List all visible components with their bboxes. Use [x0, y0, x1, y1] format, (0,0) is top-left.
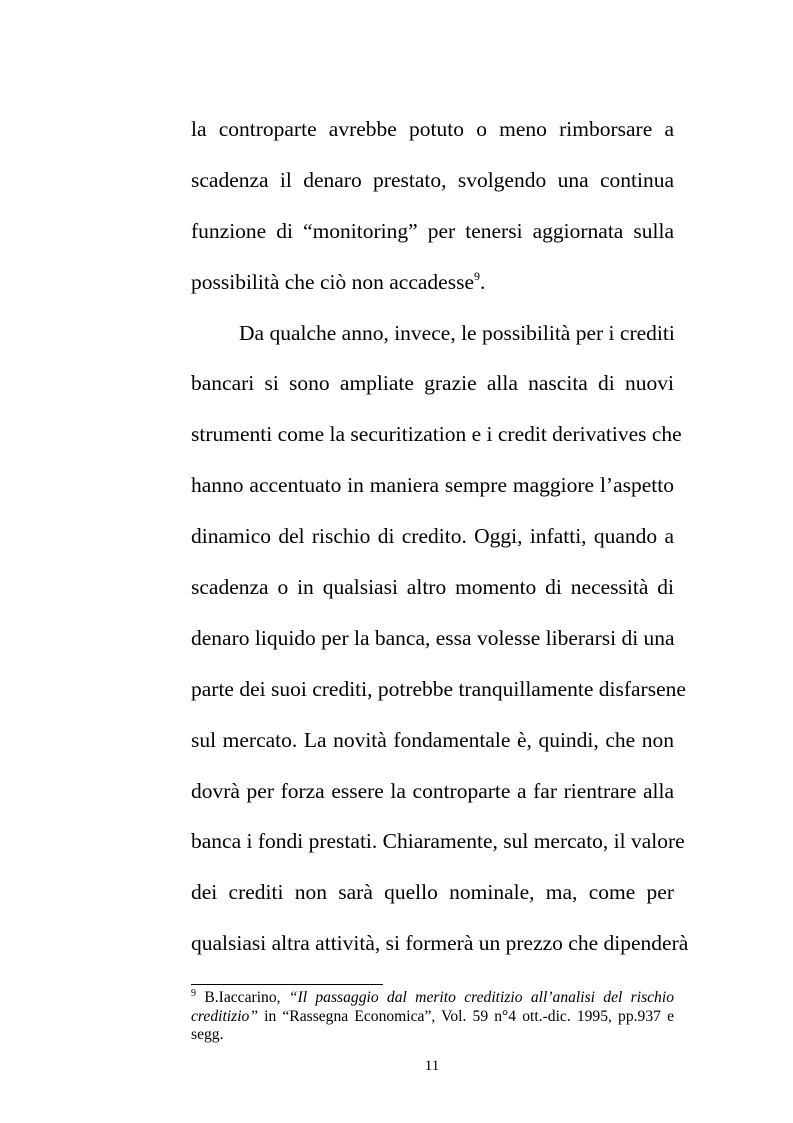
footnote-line — [191, 989, 674, 1008]
text-line: hanno accentuato in maniera sempre maggiore l’aspetto — [191, 473, 674, 498]
text-line: banca i fondi prestati. Chiaramente, sul mercato, il valore — [191, 829, 685, 854]
footnote-line — [191, 1008, 674, 1027]
text-line: scadenza il denaro prestato, svolgendo una continua — [191, 167, 674, 192]
footnote-separator — [191, 984, 383, 985]
page-number: 11 — [424, 1058, 440, 1074]
text-line: la controparte avrebbe potuto o meno rimborsare a — [191, 117, 674, 141]
footnote-reference[interactable]: 9 — [474, 268, 480, 283]
text-line: funzione di “monitoring” per tenersi aggiornata sulla — [191, 218, 674, 243]
footnote-author: B.Iaccarino, — [196, 989, 289, 1006]
body-text — [191, 104, 689, 969]
text-line: parte dei suoi crediti, potrebbe tranquillamente disfarsene — [191, 676, 686, 701]
text-line: possibilità che ciò non accadesse — [191, 269, 474, 294]
footnote-number: 9 — [191, 988, 196, 999]
text-line: dei crediti non sarà quello nominale, ma, come per — [191, 880, 674, 905]
text-line: scadenza o in qualsiasi altro momento di necessità di — [191, 575, 674, 600]
footnote-title: creditizio” — [191, 1007, 258, 1025]
footnote-title: “Il passaggio dal merito creditizio all’analisi del rischio — [288, 989, 674, 1006]
text-line: qualsiasi altra attività, si formerà un prezzo che dipenderà — [191, 931, 689, 956]
text-line: sul mercato. La novità fondamentale è, quindi, che non — [191, 727, 674, 752]
text-line: dinamico del rischio di credito. Oggi, infatti, quando a — [191, 524, 674, 549]
text-line: denaro liquido per la banca, essa volesse liberarsi di una — [191, 625, 675, 650]
text-line-last — [191, 257, 674, 308]
text-line: bancari si sono ampliate grazie alla nascita di nuovi — [191, 371, 674, 396]
footnote-source: in “Rassegna Economica”, Vol. 59 n°4 ott.-dic. 1995, pp.937 e — [258, 1007, 674, 1025]
text-line: dovrà per forza essere la controparte a far rientrare alla — [191, 778, 674, 803]
text-line: strumenti come la securitization e i credit derivatives che — [191, 422, 682, 447]
footnote — [191, 989, 674, 1045]
text-line: Da qualche anno, invece, le possibilità per i crediti — [239, 320, 675, 345]
footnote-line: segg. — [191, 1026, 224, 1043]
period: . — [480, 269, 486, 294]
